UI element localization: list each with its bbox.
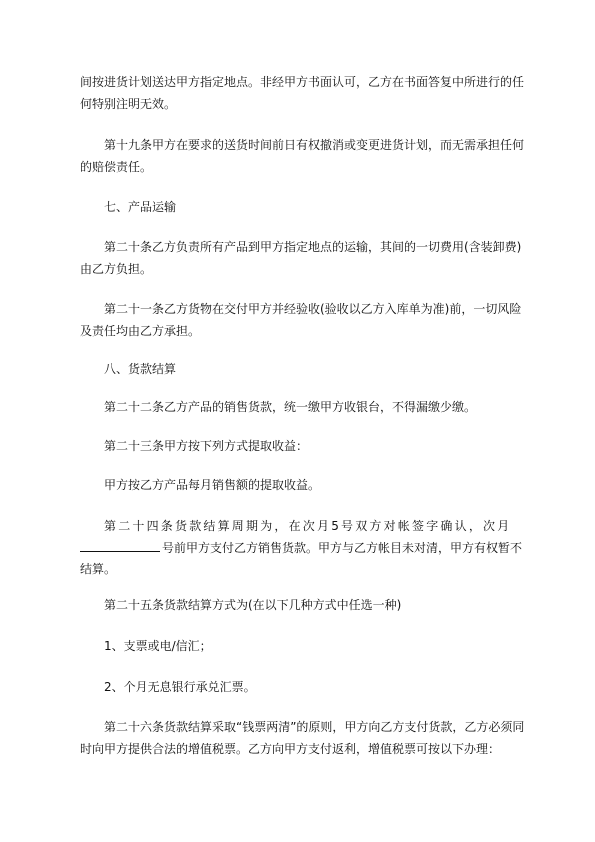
- article-22-line: 第二十二条乙方产品的销售货款，统一缴甲方收银台，不得漏缴少缴。: [104, 400, 477, 414]
- article-26-line: 第二十六条货款结算采取“钱票两清”的原则，甲方向乙方支付货款，乙方必须同: [104, 720, 525, 734]
- text-line: 由乙方负担。: [80, 262, 153, 276]
- article-24-line: 第二十四条货款结算周期为，在次月5号双方对帐签字确认，次月: [104, 519, 512, 533]
- fill-in-blank: [80, 540, 160, 552]
- text-line: 甲方按乙方产品每月销售额的提取收益。: [104, 478, 321, 492]
- list-item: 1、支票或电/信汇；: [104, 639, 212, 653]
- article-21-line: 第二十一条乙方货物在交付甲方并经验收(验收以乙方入库单为准)前，一切风险: [104, 302, 522, 316]
- text-line-with-blank: [80, 540, 522, 556]
- article-23-line: 第二十三条甲方按下列方式提取收益：: [104, 439, 309, 453]
- article-19-line: 第十九条甲方在要求的送货时间前日有权撤消或变更进货计划，而无需承担任何: [104, 138, 525, 152]
- section-heading: 七、产品运输: [104, 200, 177, 214]
- text-line: 的赔偿责任。: [80, 160, 153, 174]
- section-heading: 八、货款结算: [104, 362, 177, 376]
- text-span: 号前甲方支付乙方销售货款。甲方与乙方帐目未对清，甲方有权暂不: [162, 541, 523, 555]
- text-line: 间按进货计划送达甲方指定地点。非经甲方书面认可，乙方在书面答复中所进行的任: [80, 75, 525, 89]
- text-line: 结算。: [80, 562, 117, 576]
- text-line: 及责任均由乙方承担。: [80, 324, 201, 338]
- text-line: 时向甲方提供合法的增值税票。乙方向甲方支付返利，增值税票可按以下办理：: [80, 742, 501, 756]
- article-25-line: 第二十五条货款结算方式为(在以下几种方式中任选一种): [104, 598, 402, 612]
- article-20-line: 第二十条乙方负责所有产品到甲方指定地点的运输，其间的一切费用(含装卸费): [104, 240, 522, 254]
- list-item: 2、个月无息银行承兑汇票。: [104, 680, 256, 694]
- text-line: 何特别注明无效。: [80, 97, 177, 111]
